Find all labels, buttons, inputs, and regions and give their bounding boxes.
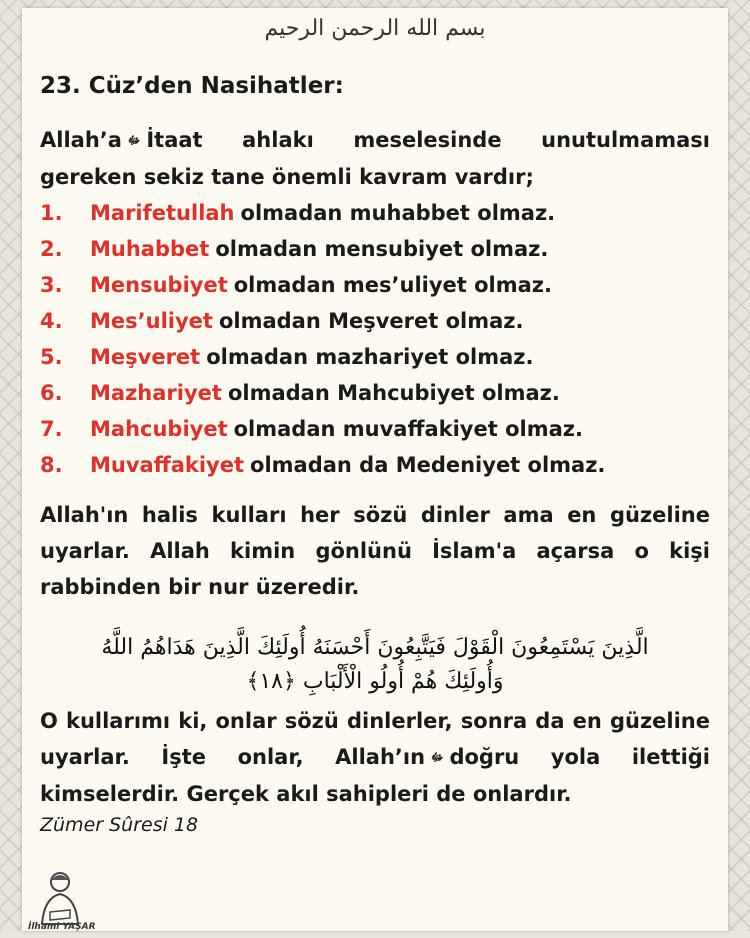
jalla-jalaluhu-mark: ﷻ: [127, 134, 141, 147]
intro-paragraph: [40, 122, 710, 195]
item-term: Marifetullah: [90, 201, 235, 225]
item-number: 3.: [40, 273, 63, 297]
body-paragraph: Allah'ın halis kulları her sözü dinler ama en güzeline uyarlar. Allah kimin gönlünü İslam'a açarsa o kişi rabbinden bir nur üzeredir.: [40, 503, 710, 599]
document-page: [22, 8, 728, 931]
item-number: 4.: [40, 309, 63, 333]
item-number: 1.: [40, 201, 63, 225]
verse-line-1: الَّذِينَ يَسْتَمِعُونَ الْقَوْلَ فَيَتَّبِعُونَ أَحْسَنَهُ أُولَئِكَ الَّذِينَ هَدَاهُمُ اللَّهُ: [101, 635, 649, 660]
item-number: 2.: [40, 237, 63, 261]
concept-list: [40, 195, 710, 483]
item-text: olmadan Meşveret olmaz.: [218, 309, 524, 333]
document-content: [40, 70, 710, 836]
page-title: 23. Cüz’den Nasihatler:: [40, 73, 344, 99]
intro-text-start: Allah’a: [40, 128, 122, 152]
list-item: [40, 231, 710, 267]
item-text: olmadan da Medeniyet olmaz.: [250, 453, 606, 477]
item-number: 7.: [40, 417, 63, 441]
item-text: olmadan muvaffakiyet olmaz.: [233, 417, 583, 441]
list-item: [40, 267, 710, 303]
verse-source: Zümer Sûresi 18: [40, 814, 199, 836]
translation-paragraph: [40, 703, 710, 812]
intro-text-end: İtaat ahlakı meselesinde unutulmaması gereken sekiz tane önemli kavram vardır;: [40, 128, 710, 189]
item-term: Mahcubiyet: [90, 417, 228, 441]
author-logo-text: İlhami YAŞAR: [28, 922, 96, 932]
item-number: 6.: [40, 381, 63, 405]
list-item: [40, 375, 710, 411]
item-term: Mes’uliyet: [90, 309, 213, 333]
list-item: [40, 195, 710, 231]
verse-line-2: وَأُولَئِكَ هُمْ أُولُو الْأَلْبَابِ ﴿١٨﴾: [246, 669, 504, 694]
basmala-header: بسم الله الرحمن الرحيم: [264, 16, 486, 41]
translation-text-start: O kullarımı ki, onlar sözü dinlerler, sonra da en güzeline uyarlar. İşte onlar, Allah’ın: [40, 709, 710, 769]
item-number: 8.: [40, 453, 63, 477]
translation-text-end: doğru yola ilettiği kimselerdir. Gerçek akıl sahipleri de onlardır.: [40, 745, 710, 806]
item-term: Muhabbet: [90, 237, 210, 261]
item-number: 5.: [40, 345, 63, 369]
list-item: [40, 447, 710, 483]
item-term: Meşveret: [90, 345, 201, 369]
list-item: [40, 339, 710, 375]
item-term: Mazhariyet: [90, 381, 222, 405]
item-text: olmadan Mahcubiyet olmaz.: [227, 381, 560, 405]
item-text: olmadan mensubiyet olmaz.: [215, 237, 549, 261]
quran-verse: [40, 631, 710, 699]
item-term: Mensubiyet: [90, 273, 228, 297]
item-text: olmadan muhabbet olmaz.: [240, 201, 556, 225]
item-term: Muvaffakiyet: [90, 453, 245, 477]
item-text: olmadan mes’uliyet olmaz.: [233, 273, 553, 297]
list-item: [40, 411, 710, 447]
list-item: [40, 303, 710, 339]
item-text: olmadan mazhariyet olmaz.: [206, 345, 534, 369]
jalla-jalaluhu-mark: ﷻ: [431, 751, 444, 764]
